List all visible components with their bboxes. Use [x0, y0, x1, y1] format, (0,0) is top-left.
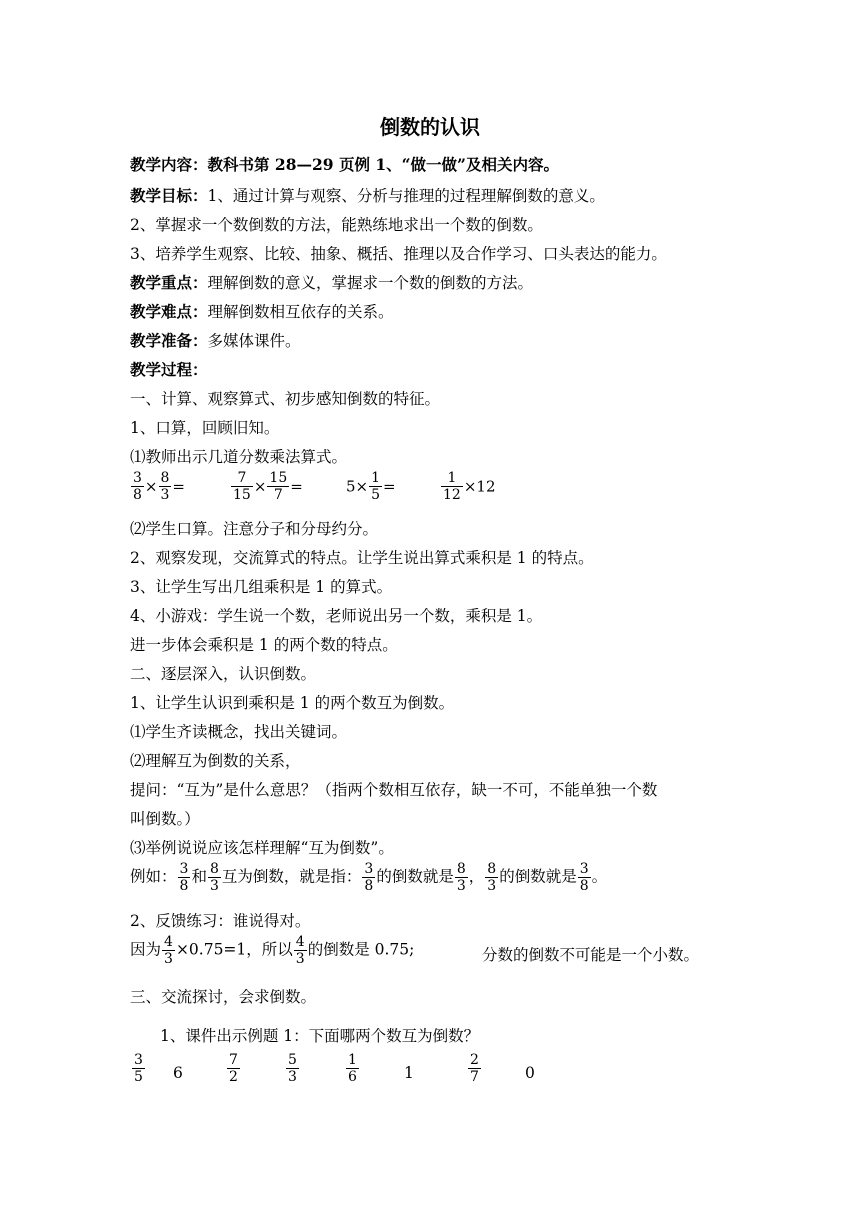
section-2-step-2: 2、反馈练习：谁说得对。	[130, 912, 311, 930]
math-symbol: =	[383, 477, 396, 496]
goal-2: 2、掌握求一个数倒数的方法，能熟练地求出一个数的倒数。	[130, 216, 543, 234]
numerator: 3	[579, 861, 589, 877]
numerator: 3	[364, 861, 374, 877]
prep-line	[130, 330, 301, 352]
numerator: 8	[160, 470, 170, 486]
fraction	[286, 1052, 299, 1085]
numerator: 1	[441, 470, 463, 487]
numerator: 4	[295, 934, 305, 950]
fraction	[162, 934, 175, 967]
math-symbol: ×	[463, 477, 477, 496]
fraction	[362, 861, 375, 894]
numerator: 7	[231, 470, 253, 487]
content-body: 教科书第 28—29 页例 1、“做一做”及相关内容。	[207, 155, 559, 174]
denominator: 8	[179, 878, 189, 894]
numerator: 4	[164, 934, 173, 950]
denominator: 7	[273, 487, 283, 503]
equation-3	[346, 470, 396, 503]
fraction	[468, 1052, 481, 1085]
text-segment: ×0.75=1，所以	[175, 940, 293, 959]
denominator: 6	[348, 1069, 357, 1085]
key-line	[130, 272, 533, 294]
section-2-step-1c: ⑶举例说说应该怎样理解“互为倒数”。	[130, 839, 394, 857]
denominator: 8	[579, 878, 589, 894]
fraction	[346, 1052, 359, 1085]
number-item	[467, 1052, 482, 1085]
numerator: 3	[179, 861, 189, 877]
difficulty-text: 理解倒数相互依存的关系。	[207, 303, 394, 321]
feedback-statement: 分数的倒数不可能是一个小数。	[482, 946, 700, 964]
fraction	[231, 470, 253, 503]
section-1-step-3: 3、让学生写出几组乘积是 1 的算式。	[130, 578, 393, 596]
text-segment: 。	[591, 867, 608, 886]
denominator: 3	[164, 951, 173, 967]
section-2-step-1: 1、让学生认识到乘积是 1 的两个数互为倒数。	[130, 694, 455, 712]
denominator: 12	[443, 487, 461, 503]
denominator: 8	[133, 487, 142, 503]
fraction	[485, 861, 498, 894]
denominator: 3	[295, 951, 305, 967]
math-symbol: =	[290, 477, 303, 496]
section-2-step-1b: ⑵理解互为倒数的关系，	[130, 752, 301, 770]
math-symbol: 5	[346, 477, 356, 496]
goal-1: 1、通过计算与观察、分析与推理的过程理解倒数的意义。	[207, 187, 605, 205]
content-text: 教学内容：	[130, 155, 208, 174]
math-symbol: ×	[253, 477, 267, 496]
math-symbol: =	[172, 477, 185, 496]
example-line	[130, 861, 607, 894]
numerator: 5	[288, 1052, 297, 1068]
math-symbol: ×	[355, 477, 369, 496]
denominator: 5	[371, 487, 381, 503]
section-1-step-5: 进一步体会乘积是 1 的两个数的特点。	[130, 636, 398, 654]
text-segment: 因为	[130, 940, 162, 959]
math-symbol: 12	[476, 477, 496, 496]
fraction	[178, 861, 191, 894]
fraction	[132, 1052, 145, 1085]
numerator: 8	[456, 861, 466, 877]
equation-2	[230, 470, 303, 503]
numerator: 8	[487, 861, 497, 877]
fraction	[455, 861, 468, 894]
feedback-line	[130, 934, 414, 967]
fraction	[208, 861, 221, 894]
section-1-step-2: 2、观察发现，交流算式的特点。让学生说出算式乘积是 1 的特点。	[130, 549, 594, 567]
denominator: 7	[470, 1069, 479, 1085]
denominator: 5	[134, 1069, 143, 1085]
section-1-step-1a: ⑴教师出示几道分数乘法算式。	[130, 448, 348, 466]
question-line-2: 叫倒数。）	[130, 810, 200, 828]
question-line-1: 提问：“互为”是什么意思？（指两个数相互依存，缺一不可，不能单独一个数	[130, 781, 658, 799]
section-1-heading: 一、计算、观察算式、初步感知倒数的特征。	[130, 390, 441, 408]
fraction	[159, 470, 172, 503]
key-text: 理解倒数的意义，掌握求一个数的倒数的方法。	[207, 274, 534, 292]
section-1-step-1: 1、口算，回顾旧知。	[130, 419, 280, 437]
denominator: 15	[233, 487, 251, 503]
text-segment: 和	[191, 867, 207, 886]
denominator: 8	[364, 878, 374, 894]
numerator: 3	[134, 1052, 143, 1068]
number-item: 0	[525, 1064, 535, 1082]
numerator: 1	[348, 1052, 357, 1068]
prep-label: 教学准备：	[130, 331, 208, 350]
math-symbol: ×	[144, 477, 158, 496]
text-segment: 的倒数就是	[376, 867, 454, 886]
text-segment: 例如：	[130, 867, 177, 886]
fraction	[294, 934, 307, 967]
text-segment: 的倒数就是	[499, 867, 577, 886]
equation-1	[130, 470, 185, 503]
fraction	[227, 1052, 240, 1085]
difficulty-line	[130, 301, 394, 323]
content-line	[130, 154, 559, 176]
number-item	[131, 1052, 146, 1085]
text-segment: 互为倒数，就是指：	[221, 867, 362, 886]
process-label: 教学过程：	[130, 360, 208, 379]
section-3-heading: 三、交流探讨，会求倒数。	[130, 988, 317, 1006]
denominator: 3	[288, 1069, 297, 1085]
goals-label: 教学目标：	[130, 186, 208, 205]
key-label: 教学重点：	[130, 273, 208, 292]
prep-text: 多媒体课件。	[207, 332, 301, 350]
denominator: 3	[160, 487, 170, 503]
goals-line	[130, 185, 605, 207]
section-1-step-1b: ⑵学生口算。注意分子和分母约分。	[130, 520, 379, 538]
section-2-step-1a: ⑴学生齐读概念，找出关键词。	[130, 723, 348, 741]
number-item	[226, 1052, 241, 1085]
numerator: 15	[269, 470, 288, 486]
text-segment: 的倒数是 0.75;	[307, 940, 415, 959]
denominator: 3	[487, 878, 497, 894]
number-item	[345, 1052, 360, 1085]
goal-3: 3、培养学生观察、比较、抽象、概括、推理以及合作学习、口头表达的能力。	[130, 245, 667, 263]
denominator: 3	[456, 878, 466, 894]
page-title: 倒数的认识	[380, 115, 480, 139]
numerator: 1	[371, 470, 381, 486]
section-2-heading: 二、逐层深入，认识倒数。	[130, 665, 317, 683]
numerator: 2	[470, 1052, 479, 1068]
section-1-step-4: 4、小游戏：学生说一个数，老师说出另一个数，乘积是 1。	[130, 607, 543, 625]
section-3-step-1: 1、课件出示例题 1：下面哪两个数互为倒数？	[160, 1027, 480, 1045]
numerator: 8	[209, 861, 219, 877]
fraction	[441, 470, 463, 503]
number-item: 1	[404, 1064, 414, 1082]
denominator: 3	[209, 878, 219, 894]
numerator: 3	[133, 470, 142, 486]
difficulty-label: 教学难点：	[130, 302, 208, 321]
text-segment: ，	[468, 867, 485, 886]
denominator: 2	[229, 1069, 238, 1085]
fraction	[267, 470, 289, 503]
equation-4	[440, 470, 496, 503]
numerator: 7	[229, 1052, 238, 1068]
fraction	[369, 470, 382, 503]
number-item	[285, 1052, 300, 1085]
fraction	[578, 861, 591, 894]
number-item: 6	[173, 1064, 183, 1082]
fraction	[131, 470, 144, 503]
